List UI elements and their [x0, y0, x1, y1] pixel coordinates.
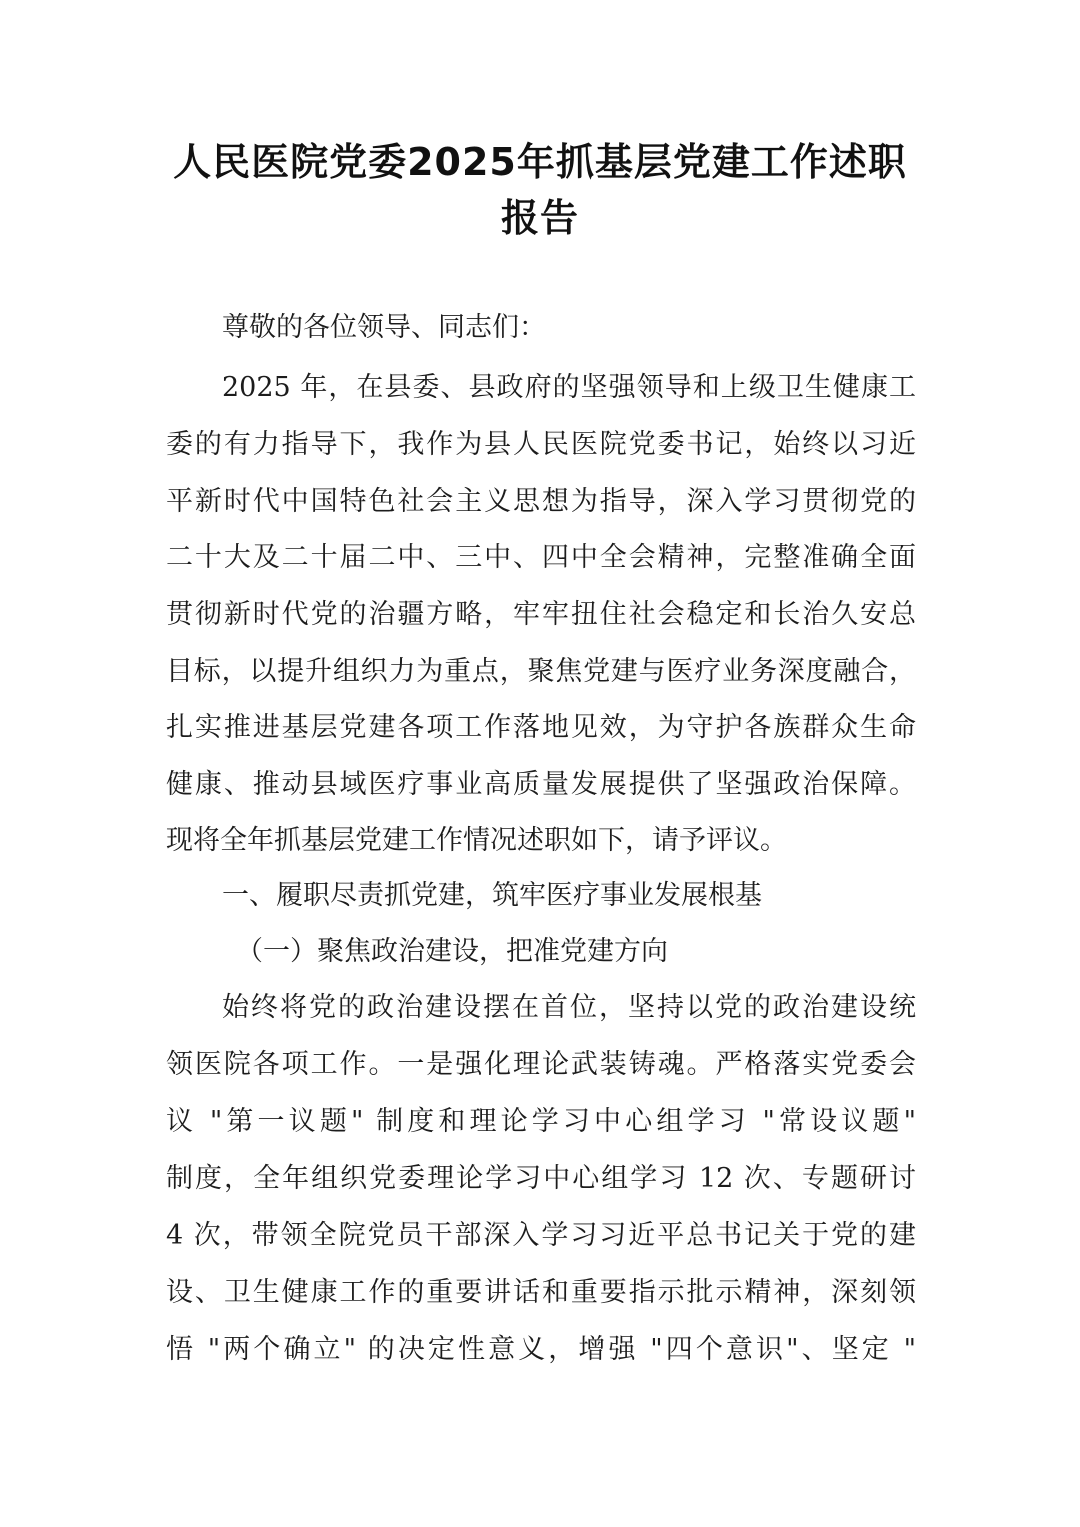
paragraph-1-line: 扎实推进基层党建各项工作落地见效，为守护各族群众生命: [166, 712, 916, 743]
paragraph-1-line: 平新时代中国特色社会主义思想为指导，深入学习贯彻党的: [166, 486, 916, 517]
paragraph-2-line: 制度，全年组织党委理论学习中心组学习 12 次、专题研讨: [166, 1163, 916, 1194]
paragraph-2-line: 议 "第一议题" 制度和理论学习中心组学习 "常设议题": [166, 1106, 916, 1137]
paragraph-1-line: 贯彻新时代党的治疆方略，牢牢扭住社会稳定和长治久安总: [166, 599, 916, 630]
paragraph-2-line: 领医院各项工作。一是强化理论武装铸魂。严格落实党委会: [166, 1049, 916, 1080]
paragraph-1-line: 目标，以提升组织力为重点，聚焦党建与医疗业务深度融合，: [166, 656, 916, 687]
paragraph-2-line: 悟 "两个确立" 的决定性意义，增强 "四个意识"、坚定 ": [166, 1334, 916, 1365]
paragraph-1-line: 委的有力指导下，我作为县人民医院党委书记，始终以习近: [166, 429, 916, 460]
document-title-line-1: 人民医院党委2025年抓基层党建工作述职: [173, 140, 907, 184]
subsection-heading: （一）聚焦政治建设，把准党建方向: [236, 936, 668, 967]
paragraph-2-line: 4 次，带领全院党员干部深入学习习近平总书记关于党的建: [166, 1220, 916, 1251]
paragraph-1-line: 现将全年抓基层党建工作情况述职如下，请予评议。: [166, 825, 787, 856]
document-title-line-2: 报告: [500, 196, 579, 240]
paragraph-1-line: 2025 年，在县委、县政府的坚强领导和上级卫生健康工: [222, 372, 916, 403]
paragraph-1-line: 健康、推动县域医疗事业高质量发展提供了坚强政治保障。: [166, 769, 916, 800]
paragraph-2-line: 设、卫生健康工作的重要讲话和重要指示批示精神，深刻领: [166, 1277, 916, 1308]
paragraph-1-line: 二十大及二十届二中、三中、四中全会精神，完整准确全面: [166, 542, 916, 573]
salutation: 尊敬的各位领导、同志们：: [222, 312, 546, 343]
paragraph-2-line: 始终将党的政治建设摆在首位，坚持以党的政治建设统: [222, 992, 916, 1023]
section-heading: 一、履职尽责抓党建，筑牢医疗事业发展根基: [222, 880, 762, 911]
